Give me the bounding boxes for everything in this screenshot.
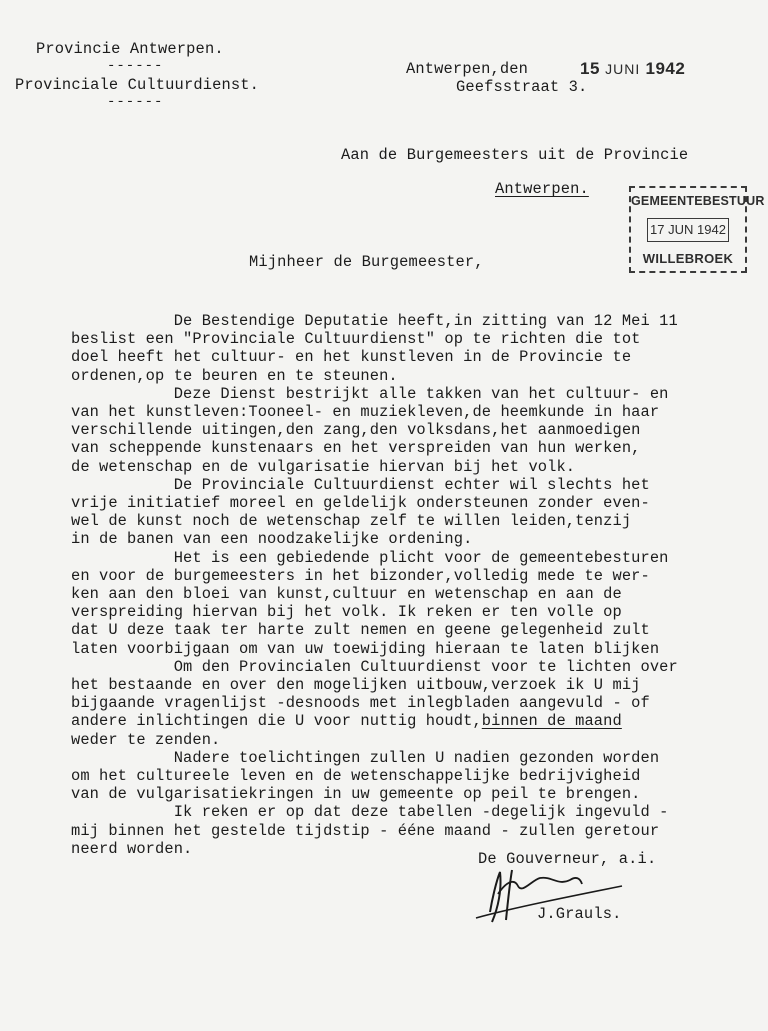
body-line: wel de kunst noch de wetenschap zelf te willen leiden,tenzij	[71, 512, 632, 531]
receipt-stamp	[629, 186, 765, 273]
stamp-date: 17 JUN 1942	[647, 218, 729, 242]
body-line-with-underline	[71, 712, 678, 730]
date-day: 15	[580, 59, 600, 78]
body-line: Om den Provincialen Cultuurdienst voor te lichten over	[71, 657, 678, 676]
department-name: Provinciale Cultuurdienst.	[15, 76, 260, 94]
body-line: bijgaande vragenlijst -desnoods met inlegbladen aangevuld - of	[71, 694, 650, 713]
body-line: weder te zenden.	[71, 730, 221, 749]
body-line: mij binnen het gestelde tijdstip - ééne maand - zullen geretour	[71, 821, 660, 840]
date-month: JUNI	[605, 61, 641, 77]
body-line: verschillende uitingen,den zang,den volksdans,het aanmoedigen	[71, 421, 641, 440]
body-line: de wetenschap en de vulgarisatie hiervan bij het volk.	[71, 457, 576, 476]
place-line: Antwerpen,den	[406, 60, 529, 78]
body-line: van de vulgarisatiekringen in uw gemeente op peil te brengen.	[71, 785, 641, 804]
stamp-town: WILLEBROEK	[642, 251, 734, 266]
closing-title: De Gouverneur, a.i.	[478, 850, 657, 868]
signatory-name: J.Grauls.	[537, 905, 622, 923]
body-line: De Bestendige Deputatie heeft,in zitting van 12 Mei 11	[71, 312, 678, 330]
body-line: neerd worden.	[71, 839, 193, 858]
body-line: Het is een gebiedende plicht voor de gemeentebesturen	[71, 548, 669, 567]
recipient-line: Aan de Burgemeesters uit de Provincie	[341, 146, 689, 164]
body-line: van het kunstleven:Tooneel- en muziekleven,de heemkunde in haar	[71, 403, 660, 422]
body-line-text: andere inlichtingen die U voor nuttig houdt,	[71, 712, 482, 731]
body-line: Ik reken er op dat deze tabellen -degelijk ingevuld -	[71, 803, 669, 822]
body-line: laten voorbijgaan om van uw toewijding hieraan te laten blijken	[71, 639, 660, 658]
header-separator: ------	[107, 58, 164, 74]
body-line: Nadere toelichtingen zullen U nadien gezonden worden	[71, 748, 660, 767]
stamp-office: GEMEENTEBESTUUR	[631, 194, 765, 208]
recipient-province: Antwerpen.	[495, 180, 589, 198]
body-line: verspreiding hiervan bij het volk. Ik reken er ten volle op	[71, 603, 622, 622]
date-stamp	[580, 59, 685, 79]
body-line: De Provinciale Cultuurdienst echter wil slechts het	[71, 475, 650, 494]
letter-body	[71, 312, 678, 858]
body-line: doel heeft het cultuur- en het kunstleven in de Provincie te	[71, 348, 632, 367]
body-line: ordenen,op te beuren en te steunen.	[71, 366, 398, 385]
header-separator-2: ------	[107, 94, 164, 110]
salutation: Mijnheer de Burgemeester,	[249, 253, 484, 271]
body-line: het bestaande en over den mogelijken uitbouw,verzoek ik U mij	[71, 676, 641, 695]
deadline-underlined: binnen de maand	[481, 712, 622, 731]
body-line: beslist een "Provinciale Cultuurdienst" op te richten die tot	[71, 330, 641, 349]
date-year: 1942	[645, 59, 686, 78]
body-line: vrije initiatief moreel en geldelijk ondersteunen zonder even-	[71, 494, 650, 513]
body-line: van scheppende kunstenaars en het verspreiden van hun werken,	[71, 439, 641, 458]
address-line: Geefsstraat 3.	[456, 78, 588, 96]
body-line: in de banen van een noodzakelijke ordening.	[71, 530, 473, 549]
org-name: Provincie Antwerpen.	[36, 40, 224, 58]
body-line: ken aan den bloei van kunst,cultuur en wetenschap en aan de	[71, 585, 622, 604]
body-line: Deze Dienst bestrijkt alle takken van het cultuur- en	[71, 384, 669, 403]
body-line: dat U deze taak ter harte zult nemen en geene gelegenheid zult	[71, 621, 650, 640]
body-line: om het cultureele leven en de wetenschappelijke bedrijvigheid	[71, 767, 641, 786]
body-line: en voor de burgemeesters in het bizonder,volledig mede te wer-	[71, 566, 650, 585]
